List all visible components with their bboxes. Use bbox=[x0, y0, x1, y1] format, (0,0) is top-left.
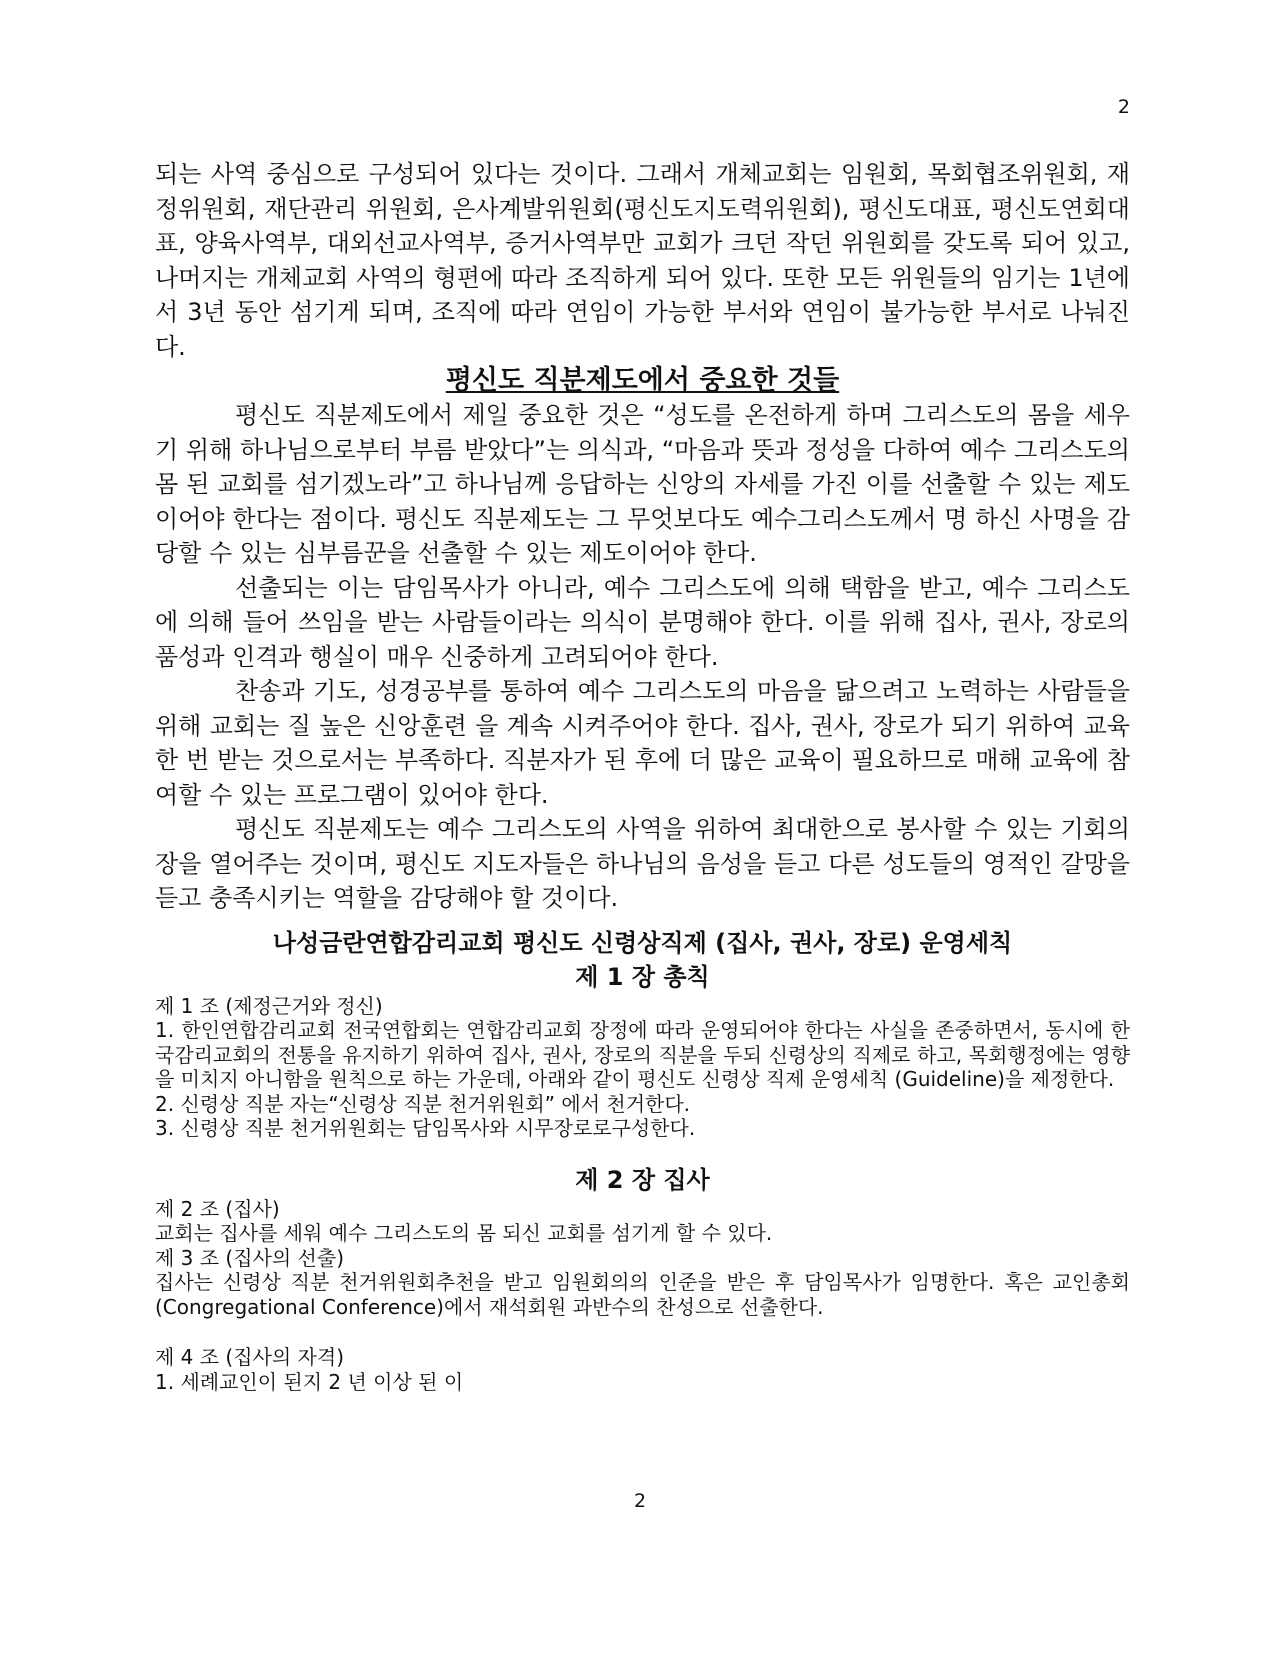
intro-paragraph: 되는 사역 중심으로 구성되어 있다는 것이다. 그래서 개체교회는 임원회, 목회협조위원회, 재정위원회, 재단관리 위원회, 은사계발위원회(평신도지도력위원회), 평신도대표, 평신도연회대표, 양육사역부, 대외선교사역부, 증거사역부만 교회가 크던 작던 위원회를 갖도록 되어 있고, 나머지는 개체교회 사역의 형편에 따라 조직하게 되어 있다. 또한 모든 위원들의 임기는 1년에서 3년 동안 섬기게 되며, 조직에 따라 연임이 가능한 부서와 연임이 불가능한 부서로 나눠진다. bbox=[155, 160, 1130, 361]
article4-title: 제 4 조 (집사의 자격) bbox=[155, 1345, 344, 1369]
page-number-top: 2 bbox=[1117, 96, 1130, 118]
article4-item-1: 1. 세례교인이 된지 2 년 이상 된 이 bbox=[155, 1369, 464, 1394]
article2-text: 교회는 집사를 세워 예수 그리스도의 몸 되신 교회를 섬기게 할 수 있다. bbox=[155, 1221, 773, 1245]
chapter1-heading: 제 1 장 총칙 bbox=[575, 962, 710, 991]
article3-text: 집사는 신령상 직분 천거위원회추천을 받고 임원회의의 인준을 받은 후 담임목사가 임명한다. 혹은 교인총회(Congregational Conference)에서 재석회원 과반수의 찬성으로 선출한다. bbox=[155, 1270, 1130, 1319]
page-number-bottom: 2 bbox=[633, 1490, 647, 1512]
document-body bbox=[155, 157, 1130, 1394]
article1-item-1: 1. 한인연합감리교회 전국연합회는 연합감리교회 장정에 따라 운영되어야 한다는 사실을 존중하면서, 동시에 한국감리교회의 전통을 유지하기 위하여 집사, 권사, 장로의 직분을 두되 신령상의 직제로 하고, 목회행정에는 영향을 미치지 아니함을 원칙으로 하는 가운데, 아래와 같이 평신도 신령상 직제 운영세칙 (Guideline)을 제정한다. bbox=[155, 1018, 1130, 1091]
article3-title: 제 3 조 (집사의 선출) bbox=[155, 1245, 344, 1270]
section-paragraph-2: 선출되는 이는 담임목사가 아니라, 예수 그리스도에 의해 택함을 받고, 예수 그리스도에 의해 들어 쓰임을 받는 사람들이라는 의식이 분명해야 한다. 이를 위해 집사, 권사, 장로의 품성과 인격과 행실이 매우 신중하게 고려되어야 한다. bbox=[155, 573, 1130, 671]
section-paragraph-1: 평신도 직분제도에서 제일 중요한 것은 “성도를 온전하게 하며 그리스도의 몸을 세우기 위해 하나님으로부터 부름 받았다”는 의식과, “마음과 뜻과 정성을 다하여 예수 그리스도의 몸 된 교회를 섬기겠노라”고 하나님께 응답하는 신앙의 자세를 가진 이를 선출할 수 있는 제도이어야 한다는 점이다. 평신도 직분제도는 그 무엇보다도 예수그리스도께서 명 하신 사명을 감당할 수 있는 심부름꾼을 선출할 수 있는 제도이어야 한다. bbox=[155, 401, 1130, 567]
guideline-title: 나성금란연합감리교회 평신도 신령상직제 (집사, 권사, 장로) 운영세칙 bbox=[272, 928, 1013, 957]
section-heading: 평신도 직분제도에서 중요한 것들 bbox=[445, 365, 840, 396]
article1-title: 제 1 조 (제정근거와 정신) bbox=[155, 993, 383, 1018]
section-paragraph-4: 평신도 직분제도는 예수 그리스도의 사역을 위하여 최대한으로 봉사할 수 있는 기회의 장을 열어주는 것이며, 평신도 지도자들은 하나님의 음성을 듣고 다른 성도들의 영적인 갈망을 듣고 충족시키는 역할을 감당해야 할 것이다. bbox=[155, 815, 1130, 912]
article1-item-2: 2. 신령상 직분 자는“신령상 직분 천거위원회” 에서 천거한다. bbox=[155, 1091, 691, 1116]
section-paragraph-3: 찬송과 기도, 성경공부를 통하여 예수 그리스도의 마음을 닮으려고 노력하는 사람들을 위해 교회는 질 높은 신앙훈련 을 계속 시켜주어야 한다. 집사, 권사, 장로가 되기 위하여 교육 한 번 받는 것으로서는 부족하다. 직분자가 된 후에 더 많은 교육이 필요하므로 매해 교육에 참여할 수 있는 프로그램이 있어야 한다. bbox=[155, 677, 1130, 809]
article2-title: 제 2 조 (집사) bbox=[155, 1196, 280, 1221]
article1-item-3: 3. 신령상 직분 천거위원회는 담임목사와 시무장로로구성한다. bbox=[155, 1116, 696, 1140]
chapter2-heading: 제 2 장 집사 bbox=[575, 1165, 710, 1194]
